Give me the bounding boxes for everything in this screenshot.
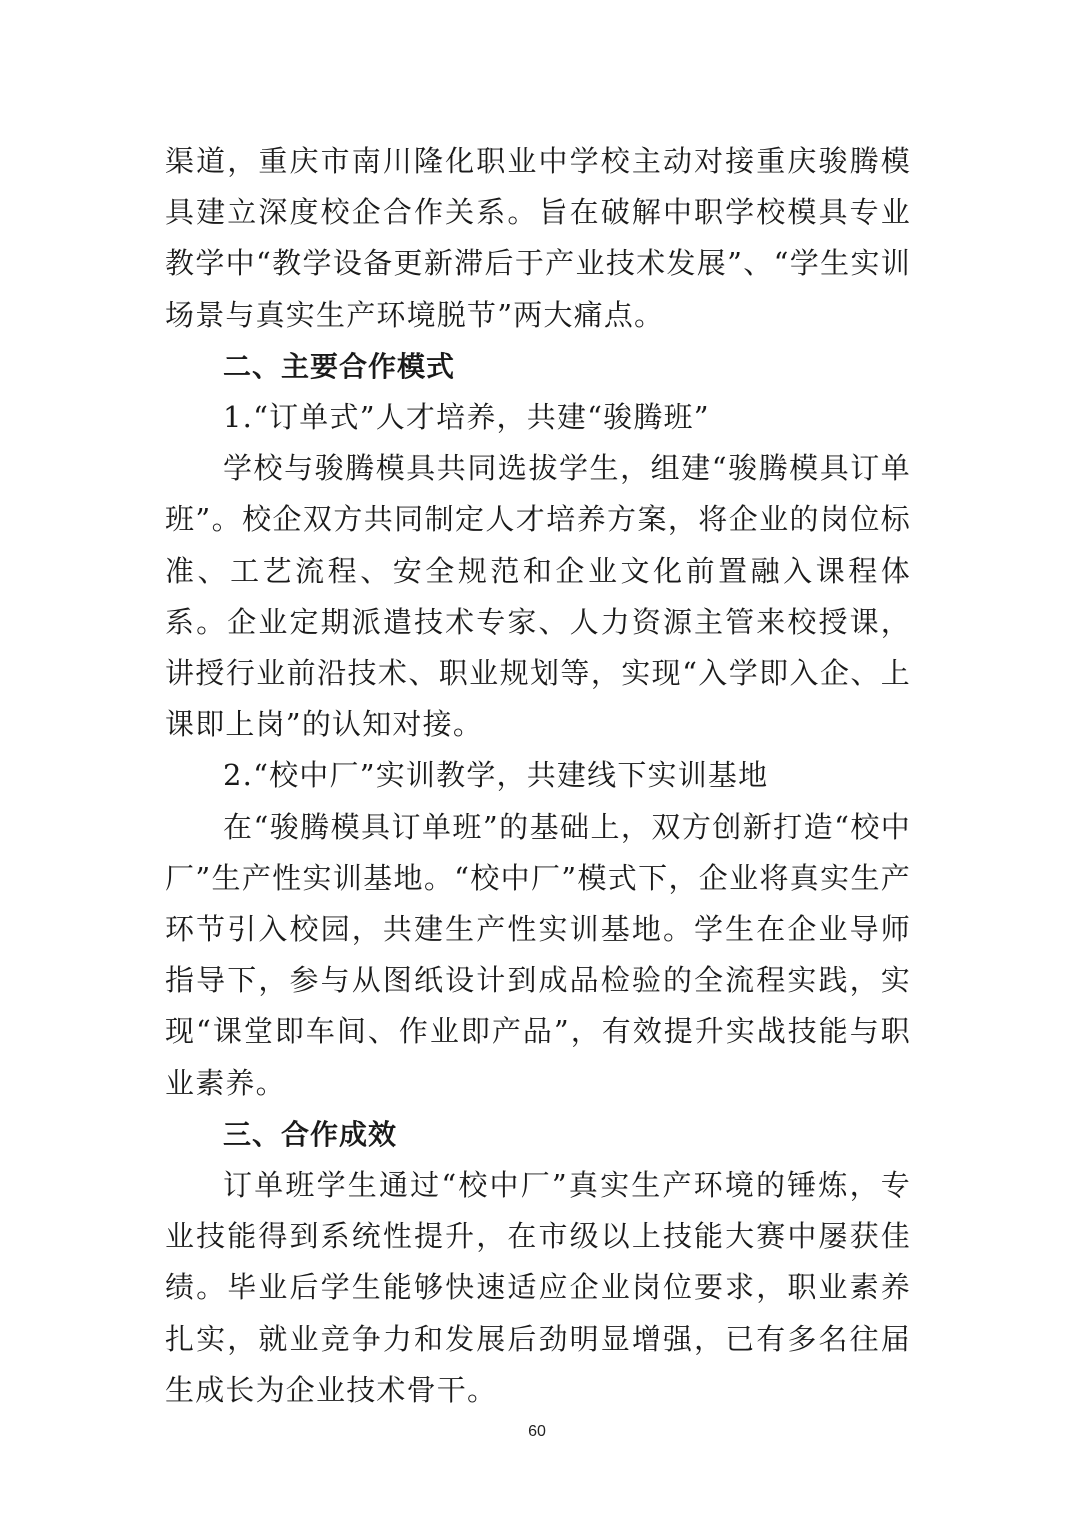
page-number: 60 <box>528 1423 546 1440</box>
subheading-order-training: 1.“订单式”人才培养，共建“骏腾班” <box>223 400 710 435</box>
section-heading-results: 三、合作成效 <box>223 1117 398 1151</box>
factory-in-school-paragraph: 在“骏腾模具订单班”的基础上，双方创新打造“校中厂”生产性实训基地。“校中厂”模式下，企业将真实生产环节引入校园，共建生产性实训基地。学生在企业导师指导下，参与从图纸设计到成品检验的全流程实践，实现“课堂即车间、作业即产品”，有效提升实战技能与职业素养。 <box>165 809 911 1100</box>
document-body <box>165 136 911 1416</box>
intro-paragraph: 渠道，重庆市南川隆化职业中学校主动对接重庆骏腾模具建立深度校企合作关系。旨在破解中职学校模具专业教学中“教学设备更新滞后于产业技术发展”、“学生实训场景与真实生产环境脱节”两大痛点。 <box>165 144 911 332</box>
order-training-paragraph: 学校与骏腾模具共同选拔学生，组建“骏腾模具订单班”。校企双方共同制定人才培养方案，将企业的岗位标准、工艺流程、安全规范和企业文化前置融入课程体系。企业定期派遣技术专家、人力资源主管来校授课，讲授行业前沿技术、职业规划等，实现“入学即入企、上课即上岗”的认知对接。 <box>165 451 911 742</box>
results-paragraph: 订单班学生通过“校中厂”真实生产环境的锤炼，专业技能得到系统性提升，在市级以上技能大赛中屡获佳绩。毕业后学生能够快速适应企业岗位要求，职业素养扎实，就业竞争力和发展后劲明显增强，已有多名往届生成长为企业技术骨干。 <box>165 1168 911 1407</box>
subheading-factory-in-school: 2.“校中厂”实训教学，共建线下实训基地 <box>223 758 769 793</box>
section-heading-cooperation-modes: 二、主要合作模式 <box>223 349 456 383</box>
